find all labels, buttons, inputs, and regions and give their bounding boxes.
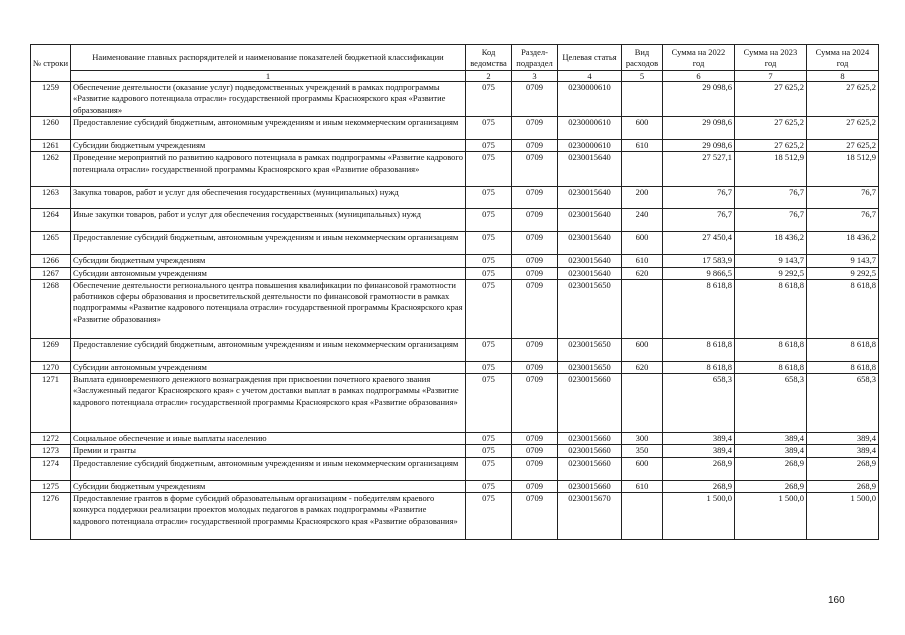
- expense-type-cell: 610: [622, 255, 663, 267]
- sum-2023-cell: 389,4: [735, 433, 807, 445]
- expense-type-cell: 200: [622, 187, 663, 209]
- indicator-name-cell: Иные закупки товаров, работ и услуг для обеспечения государственных (муниципальных) нужд: [71, 209, 466, 232]
- table-row: [31, 457, 879, 480]
- section-code-cell: 0709: [512, 457, 558, 480]
- department-code-cell: 075: [466, 493, 512, 540]
- section-code-cell: 0709: [512, 361, 558, 373]
- sum-2022-cell: 29 098,6: [663, 140, 735, 152]
- table-row: [31, 445, 879, 457]
- header-expense-type: Вид расходов: [622, 45, 663, 71]
- indicator-name-cell: Предоставление грантов в форме субсидий образовательным организациям - победителям краевого конкурса поддержки реализации проектов молодых педагогов в рамках подпрограммы «Развитие кадрового потенциала отрасли» государственной программы Красноярского края «Развитие образования»: [71, 493, 466, 540]
- sum-2023-cell: 27 625,2: [735, 82, 807, 117]
- sum-2023-cell: 8 618,8: [735, 361, 807, 373]
- sum-2024-cell: 76,7: [807, 187, 879, 209]
- sum-2022-cell: 27 450,4: [663, 232, 735, 255]
- row-number-cell: 1266: [31, 255, 71, 267]
- table-row: [31, 374, 879, 433]
- header-sum-2023: Сумма на 2023 год: [735, 45, 807, 71]
- expense-type-cell: 620: [622, 361, 663, 373]
- sum-2023-cell: 1 500,0: [735, 493, 807, 540]
- section-code-cell: 0709: [512, 82, 558, 117]
- sum-2022-cell: 76,7: [663, 187, 735, 209]
- department-code-cell: 075: [466, 279, 512, 338]
- department-code-cell: 075: [466, 374, 512, 433]
- sum-2024-cell: 389,4: [807, 445, 879, 457]
- indicator-name-cell: Субсидии автономным учреждениям: [71, 361, 466, 373]
- expense-type-cell: 620: [622, 267, 663, 279]
- table-row: [31, 267, 879, 279]
- indicator-name-cell: Обеспечение деятельности регионального центра повышения квалификации по финансовой грамотности работников сферы образования и просветительской деятельности по финансовой грамотности в рамках подпрограммы «Развитие кадрового потенциала отрасли» государственной программы Красноярского края «Развитие образования»: [71, 279, 466, 338]
- sum-2024-cell: 268,9: [807, 480, 879, 492]
- sum-2023-cell: 389,4: [735, 445, 807, 457]
- sum-2022-cell: 658,3: [663, 374, 735, 433]
- department-code-cell: 075: [466, 457, 512, 480]
- indicator-name-cell: Закупка товаров, работ и услуг для обеспечения государственных (муниципальных) нужд: [71, 187, 466, 209]
- target-article-cell: 0230015640: [558, 187, 622, 209]
- section-code-cell: 0709: [512, 209, 558, 232]
- indicator-name-cell: Предоставление субсидий бюджетным, автономным учреждениям и иным некоммерческим организациям: [71, 338, 466, 361]
- expense-type-cell: 600: [622, 338, 663, 361]
- column-number: 3: [512, 71, 558, 82]
- expense-type-cell: 610: [622, 140, 663, 152]
- sum-2023-cell: 268,9: [735, 457, 807, 480]
- sum-2022-cell: 9 866,5: [663, 267, 735, 279]
- indicator-name-cell: Обеспечение деятельности (оказание услуг) подведомственных учреждений в рамках подпрограммы «Развитие кадрового потенциала отрасли» государственной программы Красноярского края «Развитие образования»: [71, 82, 466, 117]
- expense-type-cell: 300: [622, 433, 663, 445]
- department-code-cell: 075: [466, 361, 512, 373]
- table-row: [31, 140, 879, 152]
- sum-2023-cell: 9 143,7: [735, 255, 807, 267]
- row-number-cell: 1263: [31, 187, 71, 209]
- section-code-cell: 0709: [512, 255, 558, 267]
- budget-table: [30, 44, 879, 540]
- row-number-cell: 1269: [31, 338, 71, 361]
- sum-2024-cell: 27 625,2: [807, 140, 879, 152]
- row-number-cell: 1270: [31, 361, 71, 373]
- table-body: [31, 82, 879, 540]
- sum-2024-cell: 9 292,5: [807, 267, 879, 279]
- table-row: [31, 493, 879, 540]
- section-code-cell: 0709: [512, 279, 558, 338]
- indicator-name-cell: Субсидии бюджетным учреждениям: [71, 140, 466, 152]
- sum-2022-cell: 389,4: [663, 445, 735, 457]
- column-number: 6: [663, 71, 735, 82]
- page-number: 160: [828, 595, 845, 606]
- sum-2023-cell: 268,9: [735, 480, 807, 492]
- target-article-cell: 0230015640: [558, 232, 622, 255]
- sum-2024-cell: 18 436,2: [807, 232, 879, 255]
- table-row: [31, 232, 879, 255]
- target-article-cell: 0230000610: [558, 82, 622, 117]
- header-code-dept: Код ведомства: [466, 45, 512, 71]
- sum-2024-cell: 658,3: [807, 374, 879, 433]
- section-code-cell: 0709: [512, 267, 558, 279]
- row-number-cell: 1268: [31, 279, 71, 338]
- sum-2024-cell: 8 618,8: [807, 338, 879, 361]
- section-code-cell: 0709: [512, 338, 558, 361]
- row-number-cell: 1272: [31, 433, 71, 445]
- header-name: Наименование главных распорядителей и наименование показателей бюджетной классификации: [71, 45, 466, 71]
- sum-2024-cell: 27 625,2: [807, 117, 879, 140]
- expense-type-cell: 240: [622, 209, 663, 232]
- column-number: 5: [622, 71, 663, 82]
- sum-2022-cell: 8 618,8: [663, 338, 735, 361]
- sum-2023-cell: 27 625,2: [735, 117, 807, 140]
- section-code-cell: 0709: [512, 232, 558, 255]
- sum-2023-cell: 658,3: [735, 374, 807, 433]
- department-code-cell: 075: [466, 338, 512, 361]
- header-sum-2024: Сумма на 2024 год: [807, 45, 879, 71]
- department-code-cell: 075: [466, 82, 512, 117]
- table-row: [31, 117, 879, 140]
- row-number-cell: 1260: [31, 117, 71, 140]
- target-article-cell: 0230015650: [558, 361, 622, 373]
- target-article-cell: 0230015640: [558, 209, 622, 232]
- expense-type-cell: 610: [622, 480, 663, 492]
- expense-type-cell: [622, 374, 663, 433]
- expense-type-cell: [622, 279, 663, 338]
- indicator-name-cell: Предоставление субсидий бюджетным, автономным учреждениям и иным некоммерческим организациям: [71, 117, 466, 140]
- header-section: Раздел-подраздел: [512, 45, 558, 71]
- sum-2024-cell: 1 500,0: [807, 493, 879, 540]
- sum-2022-cell: 389,4: [663, 433, 735, 445]
- target-article-cell: 0230015640: [558, 152, 622, 187]
- row-number-cell: 1273: [31, 445, 71, 457]
- sum-2023-cell: 18 512,9: [735, 152, 807, 187]
- department-code-cell: 075: [466, 480, 512, 492]
- row-number-cell: 1275: [31, 480, 71, 492]
- sum-2022-cell: 1 500,0: [663, 493, 735, 540]
- column-number: 7: [735, 71, 807, 82]
- section-code-cell: 0709: [512, 152, 558, 187]
- column-number: 4: [558, 71, 622, 82]
- section-code-cell: 0709: [512, 374, 558, 433]
- indicator-name-cell: Социальное обеспечение и иные выплаты населению: [71, 433, 466, 445]
- sum-2022-cell: 29 098,6: [663, 82, 735, 117]
- section-code-cell: 0709: [512, 493, 558, 540]
- sum-2023-cell: 18 436,2: [735, 232, 807, 255]
- indicator-name-cell: Субсидии бюджетным учреждениям: [71, 480, 466, 492]
- sum-2023-cell: 76,7: [735, 187, 807, 209]
- sum-2024-cell: 76,7: [807, 209, 879, 232]
- sum-2023-cell: 8 618,8: [735, 279, 807, 338]
- sum-2022-cell: 8 618,8: [663, 279, 735, 338]
- column-number: 8: [807, 71, 879, 82]
- target-article-cell: 0230015660: [558, 433, 622, 445]
- expense-type-cell: 600: [622, 117, 663, 140]
- sum-2023-cell: 8 618,8: [735, 338, 807, 361]
- table-row: [31, 433, 879, 445]
- expense-type-cell: 600: [622, 232, 663, 255]
- department-code-cell: 075: [466, 267, 512, 279]
- sum-2024-cell: 389,4: [807, 433, 879, 445]
- target-article-cell: 0230015640: [558, 267, 622, 279]
- target-article-cell: 0230015660: [558, 480, 622, 492]
- department-code-cell: 075: [466, 140, 512, 152]
- sum-2023-cell: 9 292,5: [735, 267, 807, 279]
- table-row: [31, 209, 879, 232]
- sum-2024-cell: 27 625,2: [807, 82, 879, 117]
- sum-2024-cell: 18 512,9: [807, 152, 879, 187]
- expense-type-cell: [622, 82, 663, 117]
- sum-2022-cell: 268,9: [663, 480, 735, 492]
- target-article-cell: 0230015660: [558, 457, 622, 480]
- sum-2023-cell: 27 625,2: [735, 140, 807, 152]
- department-code-cell: 075: [466, 255, 512, 267]
- row-number-cell: 1265: [31, 232, 71, 255]
- target-article-cell: 0230015640: [558, 255, 622, 267]
- row-number-cell: 1264: [31, 209, 71, 232]
- indicator-name-cell: Выплата единовременного денежного вознаграждения при присвоении почетного краевого звания «Заслуженный педагог Красноярского края» с учетом доставки выплат в рамках подпрограммы «Развитие кадрового потенциала отрасли» государственной программы Красноярского края «Развитие образования»: [71, 374, 466, 433]
- target-article-cell: 0230015650: [558, 279, 622, 338]
- sum-2022-cell: 76,7: [663, 209, 735, 232]
- table-row: [31, 338, 879, 361]
- target-article-cell: 0230000610: [558, 117, 622, 140]
- section-code-cell: 0709: [512, 445, 558, 457]
- row-number-cell: 1267: [31, 267, 71, 279]
- header-sum-2022: Сумма на 2022 год: [663, 45, 735, 71]
- sum-2024-cell: 9 143,7: [807, 255, 879, 267]
- sum-2022-cell: 8 618,8: [663, 361, 735, 373]
- target-article-cell: 0230015650: [558, 338, 622, 361]
- indicator-name-cell: Проведение мероприятий по развитию кадрового потенциала в рамках подпрограммы «Развитие кадрового потенциала отрасли» государственной программы Красноярского края «Развитие образования»: [71, 152, 466, 187]
- sum-2022-cell: 27 527,1: [663, 152, 735, 187]
- department-code-cell: 075: [466, 232, 512, 255]
- expense-type-cell: [622, 493, 663, 540]
- indicator-name-cell: Субсидии автономным учреждениям: [71, 267, 466, 279]
- row-number-cell: 1274: [31, 457, 71, 480]
- table-row: [31, 187, 879, 209]
- section-code-cell: 0709: [512, 433, 558, 445]
- department-code-cell: 075: [466, 152, 512, 187]
- row-number-cell: 1271: [31, 374, 71, 433]
- row-number-cell: 1261: [31, 140, 71, 152]
- sum-2022-cell: 17 583,9: [663, 255, 735, 267]
- column-number: 2: [466, 71, 512, 82]
- target-article-cell: 0230015670: [558, 493, 622, 540]
- section-code-cell: 0709: [512, 117, 558, 140]
- row-number-cell: 1276: [31, 493, 71, 540]
- row-number-cell: 1262: [31, 152, 71, 187]
- table-row: [31, 480, 879, 492]
- sum-2024-cell: 8 618,8: [807, 361, 879, 373]
- section-code-cell: 0709: [512, 187, 558, 209]
- header-row-number: № строки: [31, 45, 71, 82]
- target-article-cell: 0230015660: [558, 445, 622, 457]
- table-row: [31, 279, 879, 338]
- table-row: [31, 255, 879, 267]
- header-target: Целевая статья: [558, 45, 622, 71]
- department-code-cell: 075: [466, 209, 512, 232]
- indicator-name-cell: Субсидии бюджетным учреждениям: [71, 255, 466, 267]
- department-code-cell: 075: [466, 187, 512, 209]
- sum-2022-cell: 268,9: [663, 457, 735, 480]
- target-article-cell: 0230015660: [558, 374, 622, 433]
- indicator-name-cell: Предоставление субсидий бюджетным, автономным учреждениям и иным некоммерческим организациям: [71, 457, 466, 480]
- table-row: [31, 361, 879, 373]
- expense-type-cell: 350: [622, 445, 663, 457]
- sum-2024-cell: 8 618,8: [807, 279, 879, 338]
- expense-type-cell: [622, 152, 663, 187]
- column-number: 1: [71, 71, 466, 82]
- sum-2022-cell: 29 098,6: [663, 117, 735, 140]
- section-code-cell: 0709: [512, 140, 558, 152]
- row-number-cell: 1259: [31, 82, 71, 117]
- sum-2023-cell: 76,7: [735, 209, 807, 232]
- target-article-cell: 0230000610: [558, 140, 622, 152]
- department-code-cell: 075: [466, 433, 512, 445]
- section-code-cell: 0709: [512, 480, 558, 492]
- expense-type-cell: 600: [622, 457, 663, 480]
- department-code-cell: 075: [466, 117, 512, 140]
- table-row: [31, 152, 879, 187]
- department-code-cell: 075: [466, 445, 512, 457]
- indicator-name-cell: Предоставление субсидий бюджетным, автономным учреждениям и иным некоммерческим организациям: [71, 232, 466, 255]
- sum-2024-cell: 268,9: [807, 457, 879, 480]
- indicator-name-cell: Премии и гранты: [71, 445, 466, 457]
- table-row: [31, 82, 879, 117]
